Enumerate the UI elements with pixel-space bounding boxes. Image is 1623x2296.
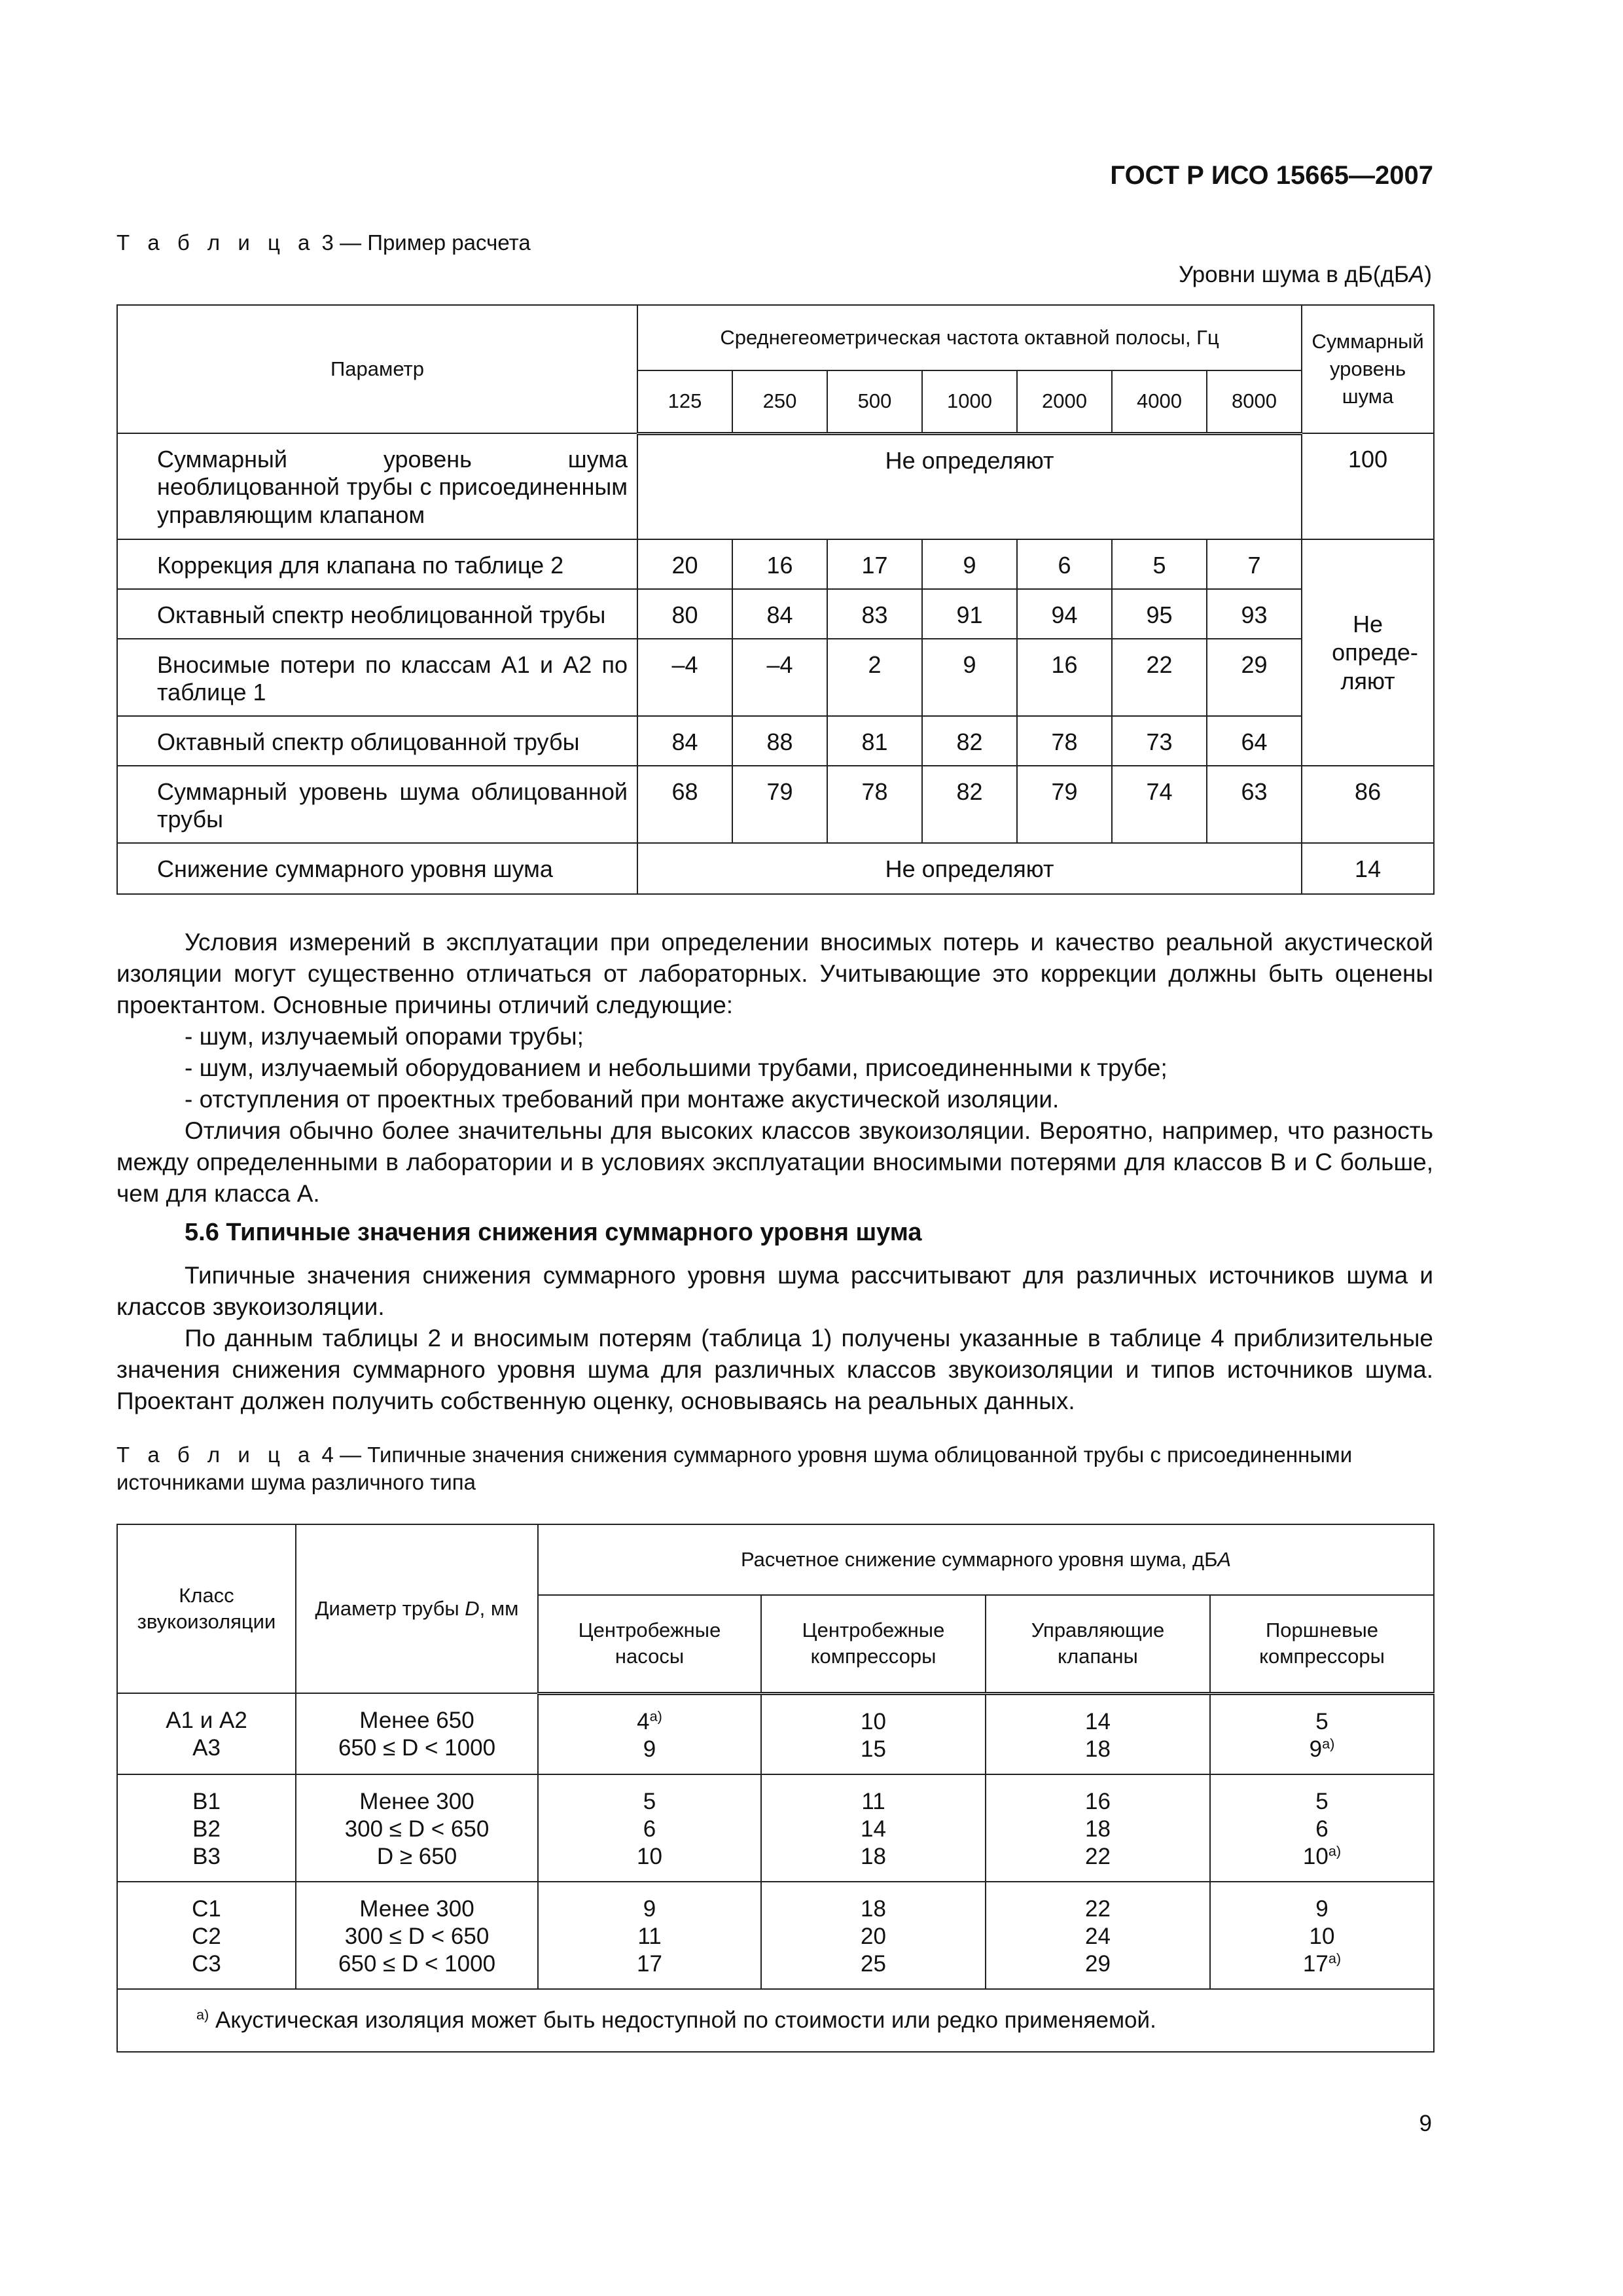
table3-freq-header: 2000 — [1017, 370, 1112, 433]
table4-piston-cell: 9 10 $17^{а)}$ — [1210, 1882, 1434, 1989]
table4-valves-cell: 22 24 29 — [986, 1882, 1210, 1989]
table3-total-not-determined: Не опреде-ляют — [1302, 539, 1434, 766]
table3-value-cell: 82 — [922, 766, 1017, 843]
list-item: - шум, излучаемый оборудованием и небольшими трубами, присоединенными к трубе; — [185, 1054, 1168, 1081]
table3-row-label: Вносимые потери по классам А1 и А2 по таблице 1 — [117, 639, 637, 716]
table4-compressors-cell: 18 20 25 — [761, 1882, 986, 1989]
table3-total-cell: 14 — [1302, 843, 1434, 894]
table3 — [116, 304, 1435, 895]
table3-value-cell: 81 — [827, 716, 922, 766]
body-text-block-2 — [116, 1260, 1433, 1417]
table3-value-cell: 79 — [1017, 766, 1112, 843]
table4-pumps-cell: 9 11 17 — [538, 1882, 761, 1989]
table4-pumps-cell: $4^{а)}$ 9 — [538, 1693, 761, 1774]
table4 — [116, 1524, 1435, 2053]
table3-freq-header: 125 — [637, 370, 732, 433]
table4-compressors-cell: 10 15 — [761, 1693, 986, 1774]
table3-value-cell: 83 — [827, 589, 922, 639]
paragraph: Отличия обычно более значительны для высоких классов звукоизоляции. Вероятно, например, что разность между определенными в лаборатории и в условиях эксплуатации вносимыми потерями для классов В и С больше, чем для класса А. — [116, 1117, 1433, 1207]
table3-freq-header: 250 — [732, 370, 827, 433]
table3-value-cell: 2 — [827, 639, 922, 716]
table3-total-cell: 100 — [1302, 433, 1434, 539]
table3-total-cell: 86 — [1302, 766, 1434, 843]
table3-not-determined: Не определяют — [637, 433, 1302, 539]
table3-value-cell: 7 — [1207, 539, 1302, 589]
table3-header-freq-group: Среднегеометрическая частота октавной полосы, Гц — [637, 305, 1302, 370]
table4-header-source: Центробежные насосы — [538, 1595, 761, 1693]
table3-value-cell: 78 — [827, 766, 922, 843]
table3-value-cell: 68 — [637, 766, 732, 843]
table3-caption: Т а б л и ц а 3 — Пример расчета — [116, 230, 531, 255]
table4-class-cell: В1 В2 В3 — [117, 1774, 296, 1882]
table3-row-label: Октавный спектр облицованной трубы — [117, 716, 637, 766]
table4-footnote-row — [117, 1989, 1434, 2052]
section-title: 5.6 Типичные значения снижения суммарного уровня шума — [185, 1219, 922, 1246]
table3-value-cell: 20 — [637, 539, 732, 589]
table3-value-cell: 93 — [1207, 589, 1302, 639]
table3-freq-header: 4000 — [1112, 370, 1207, 433]
table3-value-cell: 16 — [732, 539, 827, 589]
table3-freq-header: 500 — [827, 370, 922, 433]
table3-not-determined: Не определяют — [637, 843, 1302, 894]
table-row — [117, 639, 1434, 716]
table-row — [117, 1882, 1434, 1989]
table3-row-label: Суммарный уровень шума облицованной трубы — [117, 766, 637, 843]
table4-header-source: Поршневые компрессоры — [1210, 1595, 1434, 1693]
table3-value-cell: 82 — [922, 716, 1017, 766]
table4-header-class: Класс звукоизоляции — [117, 1524, 296, 1693]
table4-piston-cell: 5 $9^{а)}$ — [1210, 1693, 1434, 1774]
table-row — [117, 1774, 1434, 1882]
document-code: ГОСТ Р ИСО 15665—2007 — [1110, 161, 1433, 190]
table-row — [117, 589, 1434, 639]
table3-value-cell: 9 — [922, 639, 1017, 716]
table4-header-source: Управляющие клапаны — [986, 1595, 1210, 1693]
table3-value-cell: 29 — [1207, 639, 1302, 716]
table3-header-param: Параметр — [117, 305, 637, 433]
table4-pumps-cell: 5 6 10 — [538, 1774, 761, 1882]
table3-value-cell: –4 — [732, 639, 827, 716]
table3-row-label: Суммарный уровень шума необлицованной трубы с присоединенным управляющим клапаном — [117, 433, 637, 539]
table3-value-cell: 6 — [1017, 539, 1112, 589]
paragraph: Условия измерений в эксплуатации при определении вносимых потерь и качество реальной акустической изоляции могут существенно отличаться от лабораторных. Учитывающие это коррекции должны быть оценены проектантом. Основные причины отличий следующие: — [116, 929, 1433, 1018]
table3-value-cell: 64 — [1207, 716, 1302, 766]
table3-value-cell: 91 — [922, 589, 1017, 639]
list-item: - отступления от проектных требований при монтаже акустической изоляции. — [185, 1086, 1060, 1113]
table3-value-cell: 74 — [1112, 766, 1207, 843]
table-row — [117, 433, 1434, 539]
table4-valves-cell: 14 18 — [986, 1693, 1210, 1774]
table4-footnote: $^{а)}$ Акустическая изоляция может быть недоступной по стоимости или редко применяемой. — [117, 1989, 1434, 2052]
table-row — [117, 766, 1434, 843]
table3-row-label: Октавный спектр необлицованной трубы — [117, 589, 637, 639]
table-row — [117, 716, 1434, 766]
table3-value-cell: 78 — [1017, 716, 1112, 766]
table3-value-cell: 5 — [1112, 539, 1207, 589]
table3-value-cell: 9 — [922, 539, 1017, 589]
table3-value-cell: 17 — [827, 539, 922, 589]
table4-compressors-cell: 11 14 18 — [761, 1774, 986, 1882]
table4-diameter-cell: Менее 650 650 ≤ D < 1000 — [296, 1693, 538, 1774]
table3-value-cell: 16 — [1017, 639, 1112, 716]
paragraph: Типичные значения снижения суммарного уровня шума рассчитывают для различных источников шума и классов звукоизоляции. — [116, 1262, 1433, 1320]
table3-value-cell: 94 — [1017, 589, 1112, 639]
paragraph: По данным таблицы 2 и вносимым потерям (таблица 1) получены указанные в таблице 4 приблизительные значения снижения суммарного уровня шума для различных классов звукоизоляции и типов источников шума. Проектант должен получить собственную оценку, основываясь на реальных данных. — [116, 1325, 1433, 1414]
table4-header-source: Центробежные компрессоры — [761, 1595, 986, 1693]
table3-value-cell: –4 — [637, 639, 732, 716]
table4-piston-cell: 5 6 $10^{а)}$ — [1210, 1774, 1434, 1882]
body-text-block — [116, 927, 1433, 1210]
list-item: - шум, излучаемый опорами трубы; — [185, 1023, 584, 1050]
page-number: 9 — [1419, 2111, 1432, 2136]
table3-header-total: Суммарный уровень шума — [1302, 305, 1434, 433]
table4-caption: Т а б л и ц а 4 — Типичные значения снижения суммарного уровня шума облицованной трубы с присоединенными источниками шума различного типа — [116, 1443, 1353, 1494]
table3-value-cell: 84 — [637, 716, 732, 766]
table-row — [117, 1693, 1434, 1774]
table4-class-cell: А1 и А2 А3 — [117, 1693, 296, 1774]
table-row — [117, 843, 1434, 894]
table3-value-cell: 63 — [1207, 766, 1302, 843]
table3-value-cell: 88 — [732, 716, 827, 766]
table4-class-cell: С1 С2 С3 — [117, 1882, 296, 1989]
table4-valves-cell: 16 18 22 — [986, 1774, 1210, 1882]
table3-value-cell: 79 — [732, 766, 827, 843]
table4-diameter-cell: Менее 300 300 ≤ D < 650 D ≥ 650 — [296, 1774, 538, 1882]
table3-value-cell: 73 — [1112, 716, 1207, 766]
table4-diameter-cell: Менее 300 300 ≤ D < 650 650 ≤ D < 1000 — [296, 1882, 538, 1989]
table3-value-cell: 95 — [1112, 589, 1207, 639]
table3-row-label: Коррекция для клапана по таблице 2 — [117, 539, 637, 589]
table4-header-reduction: Расчетное снижение суммарного уровня шума, дБА — [538, 1524, 1434, 1595]
table3-value-cell: 80 — [637, 589, 732, 639]
table-row — [117, 539, 1434, 589]
table3-row-label: Снижение суммарного уровня шума — [117, 843, 637, 894]
table3-freq-header: 1000 — [922, 370, 1017, 433]
table3-value-cell: 84 — [732, 589, 827, 639]
table3-unit-note: Уровни шума в дБ(дБА) — [1179, 262, 1432, 287]
table3-freq-header: 8000 — [1207, 370, 1302, 433]
table3-value-cell: 22 — [1112, 639, 1207, 716]
table4-header-diameter: Диаметр трубы D, мм — [296, 1524, 538, 1693]
